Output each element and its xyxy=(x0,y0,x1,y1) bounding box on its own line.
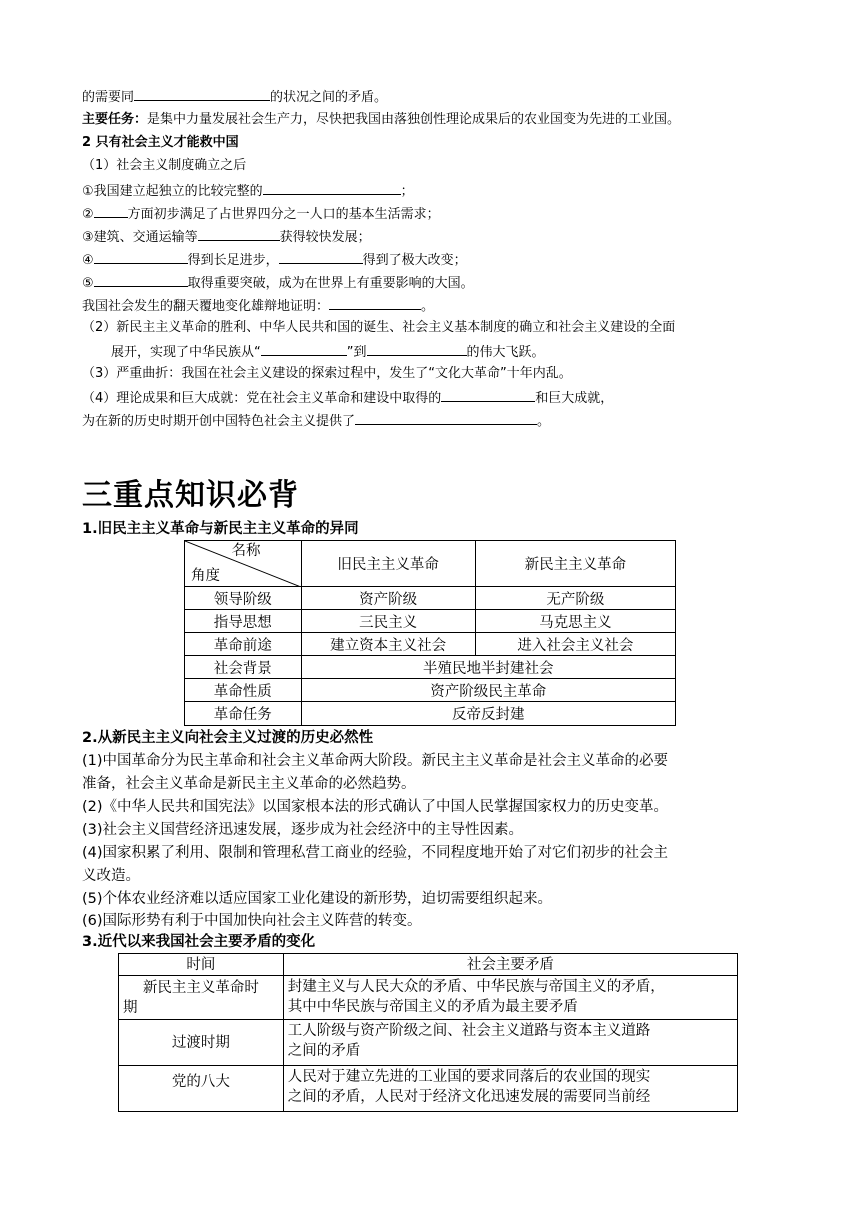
text: 人民对于建立先进的工业国的要求同落后的农业国的现实 xyxy=(287,1069,651,1085)
point1-proof xyxy=(82,295,434,317)
cell: 马克思主义 xyxy=(475,610,675,633)
text: 方面初步满足了占世界四分之一人口的基本生活需求； xyxy=(127,207,440,222)
text: 得到了极大改变； xyxy=(362,253,467,268)
table-row xyxy=(185,679,676,702)
merged-cell: 半殖民地半封建社会 xyxy=(301,656,675,679)
time-cell: 党的八大 xyxy=(119,1066,284,1112)
list-item: (5)个体农业经济难以适应国家工业化建设的新形势，迫切需要组织起来。 xyxy=(82,891,553,907)
text: 的伟大飞跃。 xyxy=(466,345,545,360)
text: 新民主主义革命时 xyxy=(142,979,259,996)
point1-item2 xyxy=(82,203,440,225)
fill-blank[interactable] xyxy=(279,249,363,264)
table-row xyxy=(119,1066,738,1112)
text: 工人阶级与资产阶级之间、社会主义道路与资本主义道路 xyxy=(287,1023,651,1039)
point3: （3）严重曲折：我国在社会主义建设的探索过程中，发生了“文化大革命”十年内乱。 xyxy=(82,366,572,381)
merged-cell: 反帝反封建 xyxy=(301,702,675,726)
row-label: 指导思想 xyxy=(185,610,302,633)
cell: 进入社会主义社会 xyxy=(475,633,675,656)
merged-cell: 资产阶级民主革命 xyxy=(301,679,675,702)
cell: 资产阶级 xyxy=(301,587,475,610)
point1-title: （1）社会主义制度确立之后 xyxy=(82,158,247,173)
text: （4）理论成果和巨大成就：党在社会主义革命和建设中取得的 xyxy=(82,391,442,406)
text: ③建筑、交通运输等 xyxy=(82,230,198,245)
text: 获得较快发展； xyxy=(279,230,371,245)
text: ④ xyxy=(82,253,94,268)
text: 为在新的历史时期开创中国特色社会主义提供了 xyxy=(82,414,356,429)
header-old-revolution: 旧民主主义革命 xyxy=(301,541,475,587)
fill-blank[interactable] xyxy=(329,295,421,310)
text: 的需要同 xyxy=(82,90,135,105)
text: 。 xyxy=(537,414,551,429)
list-item: (1)中国革命分为民主革命和社会主义革命两大阶段。新民主主义革命是社会主义革命的必要 xyxy=(82,753,669,769)
heading-3: 3.近代以来我国社会主要矛盾的变化 xyxy=(82,934,316,950)
point1-item4 xyxy=(82,249,467,271)
corner-cell xyxy=(185,541,302,587)
text: ①我国建立起独立的比较完整的 xyxy=(82,184,263,199)
text: ”到 xyxy=(346,345,367,360)
time-cell xyxy=(119,976,284,1020)
task-label: 主要任务： xyxy=(82,112,148,127)
fill-blank[interactable] xyxy=(441,387,535,402)
point1-item3 xyxy=(82,226,371,248)
text: 封建主义与人民大众的矛盾、中华民族与帝国主义的矛盾， xyxy=(287,979,665,995)
cell: 三民主义 xyxy=(301,610,475,633)
list-item: (2)《中华人民共和国宪法》以国家根本法的形式确认了中国人民掌握国家权力的历史变革。 xyxy=(82,799,669,815)
header-conflict: 社会主要矛盾 xyxy=(283,954,737,976)
fill-blank[interactable] xyxy=(367,341,467,356)
text: 。 xyxy=(421,299,435,314)
table-row xyxy=(185,702,676,726)
fill-blank[interactable] xyxy=(94,249,188,264)
line-main-task xyxy=(82,110,680,130)
point2-line1: （2）新民主主义革命的胜利、中华人民共和国的诞生、社会主义基本制度的确立和社会主义建设的全面 xyxy=(82,320,676,335)
revolution-compare-table xyxy=(184,540,676,726)
fill-blank[interactable] xyxy=(134,86,270,101)
text: ； xyxy=(400,184,414,199)
task-text: 是集中力量发展社会生产力，尽快把我国由落独创性理论成果后的农业国变为先进的工业国。 xyxy=(147,112,681,127)
header-time: 时间 xyxy=(119,954,284,976)
section2-title: 2 只有社会主义才能救中国 xyxy=(82,135,239,150)
list-item-cont: 准备，社会主义革命是新民主主义革命的必然趋势。 xyxy=(82,776,416,792)
cell: 建立资本主义社会 xyxy=(301,633,475,656)
fill-blank[interactable] xyxy=(261,341,347,356)
table-row xyxy=(185,656,676,679)
point4-line1 xyxy=(82,387,613,409)
heading-2: 2.从新民主主义向社会主义过渡的历史必然性 xyxy=(82,730,374,746)
time-cell: 过渡时期 xyxy=(119,1020,284,1066)
fill-blank[interactable] xyxy=(94,272,188,287)
fill-blank[interactable] xyxy=(198,226,280,241)
table-row xyxy=(185,587,676,610)
table-row xyxy=(119,976,738,1020)
list-item: (6)国际形势有利于中国加快向社会主义阵营的转变。 xyxy=(82,913,422,929)
text: 的状况之间的矛盾。 xyxy=(270,90,388,105)
text: 展开，实现了中华民族从“ xyxy=(111,345,261,360)
text: ⑤ xyxy=(82,276,94,291)
header-new-revolution: 新民主主义革命 xyxy=(475,541,675,587)
list-item: (3)社会主义国营经济迅速发展，逐步成为社会经济中的主导性因素。 xyxy=(82,822,524,838)
text: 之间的矛盾，人民对于经济文化迅速发展的需要同当前经 xyxy=(287,1089,651,1105)
text: 得到长足进步， xyxy=(187,253,279,268)
fill-blank[interactable] xyxy=(355,410,537,425)
heading-1: 1.旧民主主义革命与新民主主义革命的异同 xyxy=(82,521,359,537)
point1-item1 xyxy=(82,180,414,202)
conflict-cell xyxy=(283,1020,737,1066)
point1-item5 xyxy=(82,272,474,294)
fill-blank[interactable] xyxy=(263,180,401,195)
text: ② xyxy=(82,207,94,222)
text: 期 xyxy=(123,999,138,1016)
text: 其中中华民族与帝国主义的矛盾为最主要矛盾 xyxy=(287,999,578,1015)
row-label: 革命性质 xyxy=(185,679,302,702)
text: 和巨大成就， xyxy=(535,391,614,406)
fill-blank[interactable] xyxy=(94,203,128,218)
row-label: 社会背景 xyxy=(185,656,302,679)
table-row xyxy=(185,633,676,656)
conflict-cell xyxy=(283,976,737,1020)
cell: 无产阶级 xyxy=(475,587,675,610)
conflict-table xyxy=(118,953,738,1112)
list-item-cont: 义改造。 xyxy=(82,868,140,884)
text: 我国社会发生的翻天覆地变化雄辩地证明： xyxy=(82,299,330,314)
text: 取得重要突破，成为在世界上有重要影响的大国。 xyxy=(187,276,474,291)
line-need-conflict xyxy=(82,86,387,108)
text: 之间的矛盾 xyxy=(287,1043,361,1059)
point4-line2 xyxy=(82,410,550,432)
row-label: 革命前途 xyxy=(185,633,302,656)
point2-line2 xyxy=(111,341,545,363)
corner-top-label: 名称 xyxy=(231,543,261,559)
corner-bottom-label: 角度 xyxy=(191,568,220,584)
section3-title: 三重点知识必背 xyxy=(82,478,299,513)
table-row xyxy=(185,610,676,633)
table-row xyxy=(119,1020,738,1066)
row-label: 领导阶级 xyxy=(185,587,302,610)
list-item: (4)国家积累了利用、限制和管理私营工商业的经验，不同程度地开始了对它们初步的社会主 xyxy=(82,845,669,861)
conflict-cell xyxy=(283,1066,737,1112)
row-label: 革命任务 xyxy=(185,702,302,726)
